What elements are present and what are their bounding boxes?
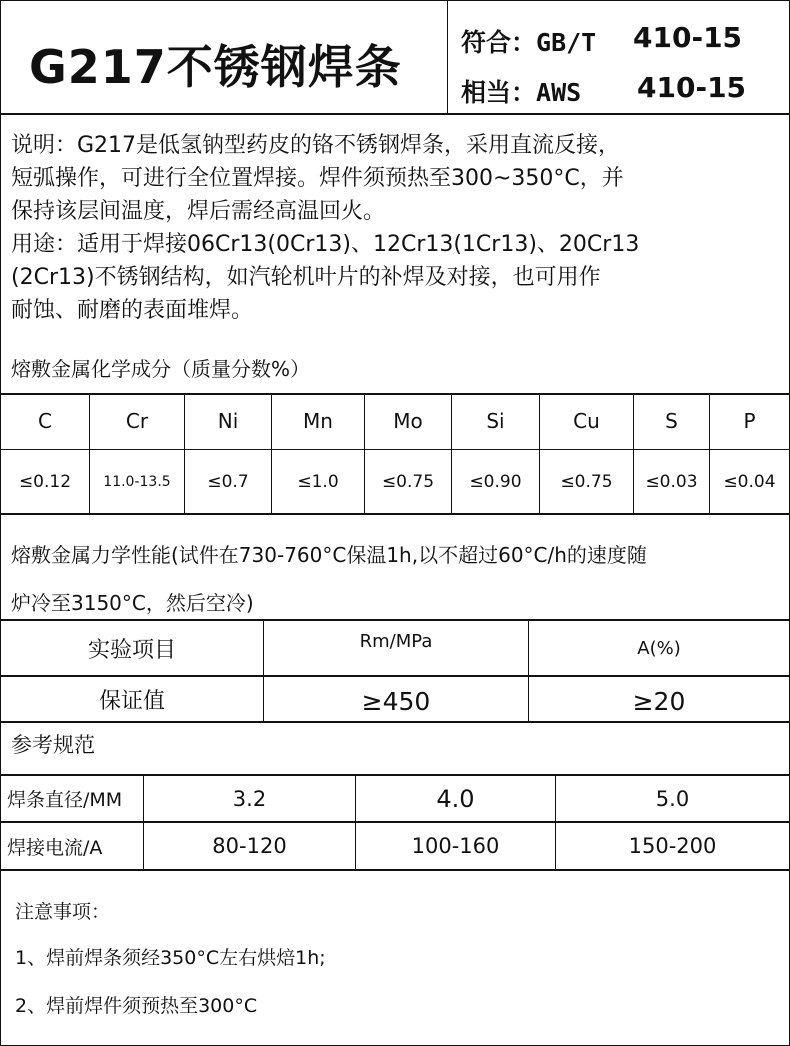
chem-value-si: ≤0.90 (469, 472, 522, 492)
diameter-value: 3.2 (232, 786, 267, 811)
description-line: 保持该层间温度，焊后需经高温回火。 (11, 199, 386, 224)
chem-header-s: S (665, 409, 678, 433)
chem-header-cu: Cu (573, 409, 600, 433)
note-item: 2、焊前焊件须预热至300°C (15, 995, 258, 1017)
divider (1, 113, 789, 115)
chem-header-ni: Ni (217, 409, 239, 433)
conform-number: 410-15 (633, 21, 743, 54)
notes-title: 注意事项： (15, 901, 111, 923)
diameter-value: 4.0 (436, 784, 475, 813)
mech-value-rm: ≥450 (361, 686, 431, 716)
chem-header-c: C (38, 409, 52, 433)
usage-line: 用途：适用于焊接06Cr13(0Cr13)、12Cr13(1Cr13)、20Cr13 (11, 232, 640, 257)
mech-value-a: ≥20 (632, 686, 686, 716)
chem-value-s: ≤0.03 (645, 472, 698, 492)
chem-header-mo: Mo (393, 409, 423, 433)
product-title: G217不锈钢焊条 (29, 40, 402, 94)
mechanical-title-line2: 炉冷至3150°C，然后空冷) (11, 591, 254, 615)
equivalent-number: 410-15 (637, 71, 747, 104)
diameter-value: 5.0 (655, 786, 690, 811)
diameter-label: 焊条直径/MM (7, 789, 123, 811)
chem-value-cu: ≤0.75 (560, 472, 613, 492)
chem-value-mn: ≤1.0 (297, 472, 339, 492)
description-line: 短弧操作，可进行全位置焊接。焊件须预热至300~350°C，并 (11, 166, 624, 191)
divider (1, 513, 789, 515)
conform-std: GB/T (536, 28, 597, 57)
divider (1, 449, 789, 450)
mech-header-a: A(%) (637, 637, 681, 659)
chem-value-cr: 11.0-13.5 (103, 474, 171, 490)
current-value: 150-200 (628, 834, 717, 858)
equivalent-standard (461, 73, 581, 109)
chem-header-cr: Cr (125, 409, 149, 433)
chem-value-c: ≤0.12 (18, 472, 72, 492)
chem-value-p: ≤0.04 (723, 472, 776, 492)
usage-line: 耐蚀、耐磨的表面堆焊。 (11, 298, 254, 323)
current-value: 100-160 (411, 834, 500, 858)
equiv-std: AWS (536, 78, 582, 107)
chem-header-p: P (743, 409, 756, 433)
chem-value-ni: ≤0.7 (207, 472, 249, 492)
header-divider (447, 1, 448, 113)
current-label: 焊接电流/A (7, 836, 103, 859)
chem-header-si: Si (486, 409, 505, 433)
mech-header-item: 实验项目 (87, 637, 176, 663)
divider (1, 869, 789, 871)
equiv-label: 相当： (461, 78, 537, 107)
usage-line: (2Cr13)不锈钢结构，如汽轮机叶片的补焊及对接，也可用作 (11, 265, 601, 290)
description-line: 说明：G217是低氢钠型药皮的铬不锈钢焊条，采用直流反接， (11, 133, 621, 158)
mech-row-label: 保证值 (98, 688, 165, 714)
chemistry-title: 熔敷金属化学成分（质量分数%） (11, 357, 311, 381)
chem-header-mn: Mn (303, 409, 333, 433)
mech-header-rm: Rm/MPa (359, 630, 433, 652)
chem-value-mo: ≤0.75 (381, 472, 435, 492)
note-item: 1、焊前焊条须经350°C左右烘焙1h; (15, 947, 326, 969)
conform-standard (461, 23, 596, 59)
conform-label: 符合： (461, 28, 537, 57)
reference-title: 参考规范 (11, 733, 95, 757)
description (11, 129, 783, 327)
mechanical-title-line1: 熔敷金属力学性能(试件在730-760°C保温1h,以不超过60°C/h的速度随 (11, 543, 647, 567)
current-value: 80-120 (212, 834, 287, 858)
